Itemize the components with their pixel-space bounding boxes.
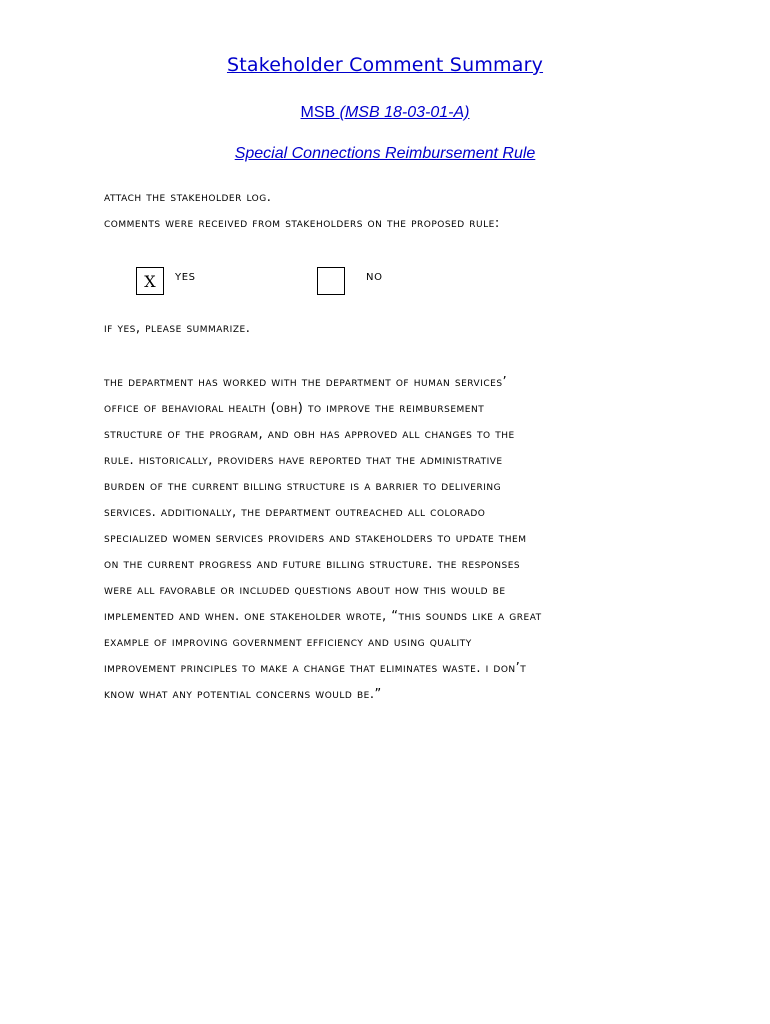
- no-checkbox[interactable]: [317, 267, 345, 295]
- summary-paragraph: [104, 370, 684, 708]
- msb-label: MSB: [300, 104, 340, 121]
- page-title: Stakeholder Comment Summary: [226, 54, 544, 76]
- summary-line: improvement principles to make a change that eliminates waste. i don’t: [104, 661, 527, 676]
- summary-line: burden of the current billing structure is a barrier to delivering: [104, 479, 502, 494]
- summary-line: the department has worked with the department of human services’: [104, 375, 508, 390]
- rule-name: Special Connections Reimbursement Rule: [234, 145, 536, 162]
- summary-prompt: if yes, please summarize.: [104, 321, 251, 336]
- attach-log-instruction: attach the stakeholder log.: [104, 190, 272, 205]
- summary-line: rule. historically, providers have reported that the administrative: [104, 453, 503, 468]
- summary-line: were all favorable or included questions about how this would be: [104, 583, 506, 598]
- summary-line: know what any potential concerns would be.”: [104, 687, 382, 702]
- msb-number: (MSB 18-03-01-A): [339, 104, 470, 121]
- no-label: no: [366, 268, 383, 284]
- yes-label: yes: [175, 268, 196, 284]
- summary-line: office of behavioral health (obh) to improve the reimbursement: [104, 401, 485, 416]
- summary-line: services. additionally, the department outreached all colorado: [104, 505, 486, 520]
- summary-line: structure of the program, and obh has approved all changes to the: [104, 427, 515, 442]
- summary-line: example of improving government efficiency and using quality: [104, 635, 472, 650]
- summary-line: on the current progress and future billing structure. the responses: [104, 557, 521, 572]
- summary-line: specialized women services providers and stakeholders to update them: [104, 531, 527, 546]
- comments-received-question: comments were received from stakeholders on the proposed rule:: [104, 216, 500, 231]
- yes-checkbox[interactable]: X: [136, 267, 164, 295]
- summary-line: implemented and when. one stakeholder wrote, “this sounds like a great: [104, 609, 542, 624]
- msb-reference: [0, 104, 770, 122]
